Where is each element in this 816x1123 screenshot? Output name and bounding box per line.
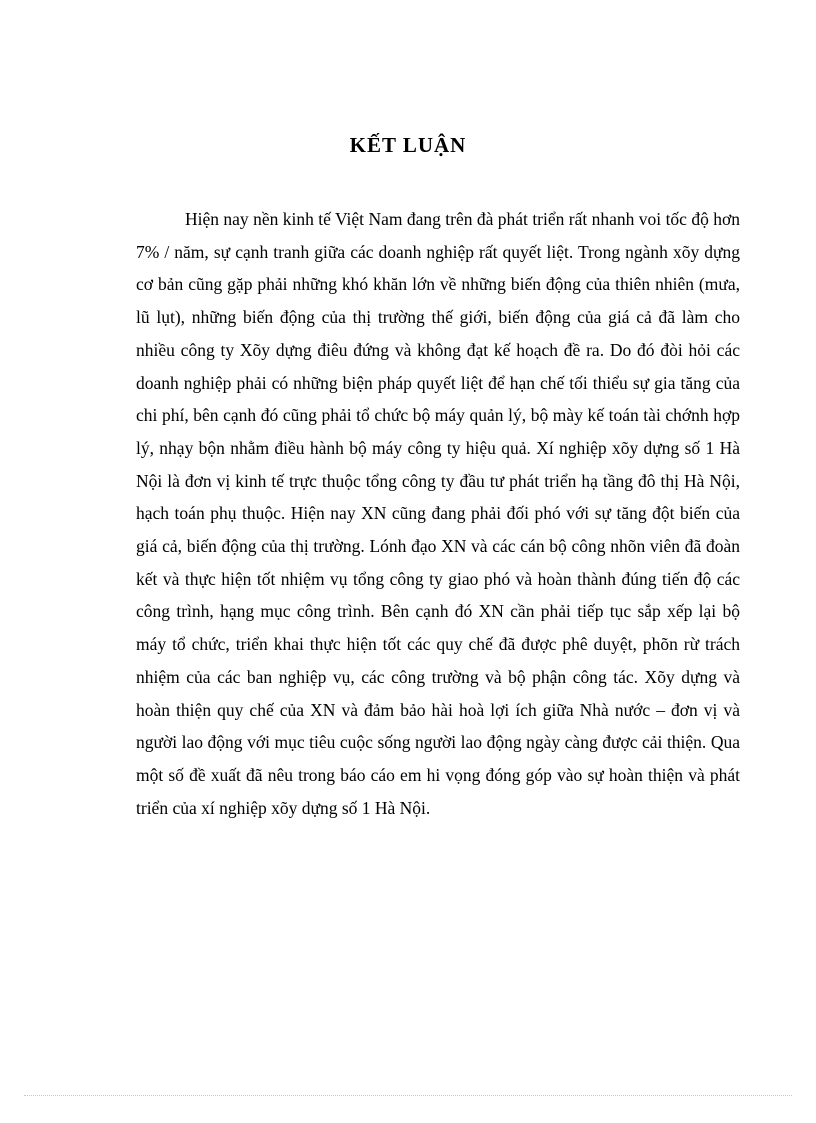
conclusion-paragraph: Hiện nay nền kinh tế Việt Nam đang trên đà phát triển rất nhanh voi tốc độ hơn 7% / năm, sự cạnh tranh giữa các doanh nghiệp rất quyết liệt. Trong ngành xõy dựng cơ bản cũng gặp phải những khó khăn lớn về những biến động của thiên nhiên (mưa, lũ lụt), những biến động của thị trường thế giới, biến động của giá cả đã làm cho nhiều công ty Xõy dựng điêu đứng và không đạt kế hoạch đề ra. Do đó đòi hỏi các doanh nghiệp phải có những biện pháp quyết liệt để hạn chế tối thiểu sự gia tăng của chi phí, bên cạnh đó cũng phải tổ chức bộ máy quản lý, bộ mày kế toán tài chớnh hợp lý, nhạy bộn nhằm điều hành bộ máy công ty hiệu quả. Xí nghiệp xõy dựng số 1 Hà Nội là đơn vị kinh tế trực thuộc tổng công ty đầu tư phát triển hạ tầng đô thị Hà Nội, hạch toán phụ thuộc. Hiện nay XN cũng đang phải đối phó với sự tăng đột biến của giá cả, biến động của thị trường. Lónh đạo XN và các cán bộ công nhõn viên đã đoàn kết và thực hiện tốt nhiệm vụ tổng công ty giao phó và hoàn thành đúng tiến độ các công trình, hạng mục công trình. Bên cạnh đó XN cần phải tiếp tục sắp xếp lại bộ máy tổ chức, triển khai thực hiện tốt các quy chế đã được phê duyệt, phõn rừ trách nhiệm của các ban nghiệp vụ, các công trường và bộ phận công tác. Xõy dựng và hoàn thiện quy chế của XN và đảm bảo hài hoà lợi ích giữa Nhà nước – đơn vị và người lao động với mục tiêu cuộc sống người lao động ngày càng được cải thiện. Qua một số đề xuất đã nêu trong báo cáo em hi vọng đóng góp vào sự hoàn thiện và phát triển của xí nghiệp xõy dựng số 1 Hà Nội. [136, 209, 740, 818]
page-title: KẾT LUẬN [349, 133, 467, 157]
footer-divider [24, 1095, 792, 1096]
